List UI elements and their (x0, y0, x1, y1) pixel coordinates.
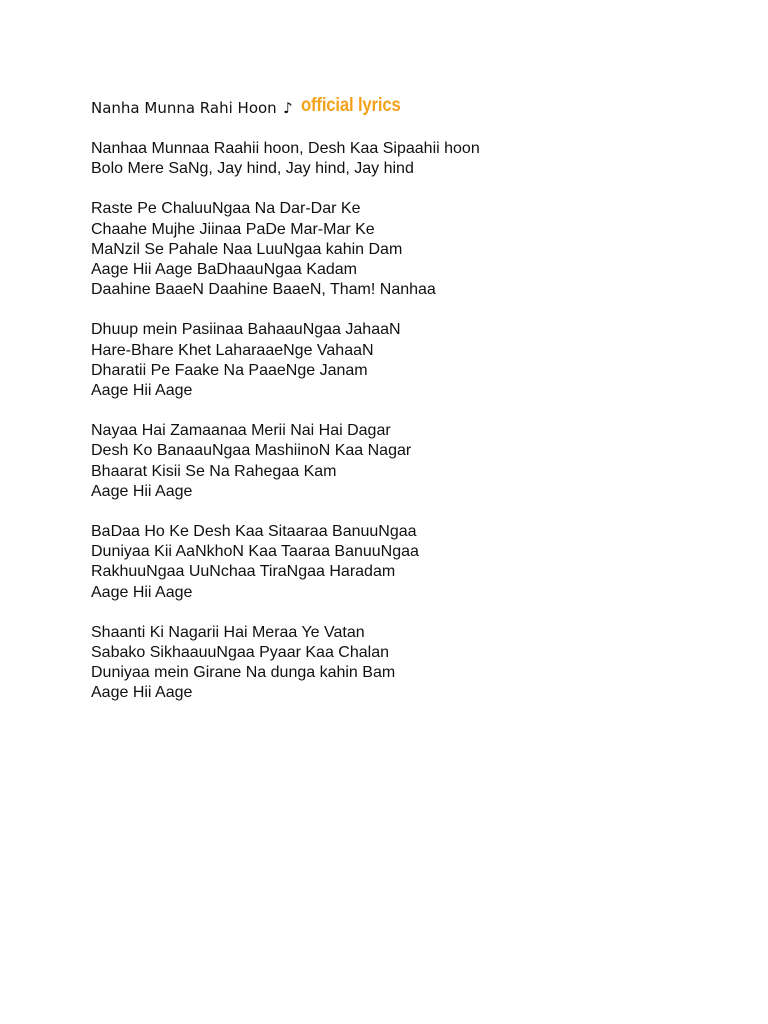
lyric-line: Bhaarat Kisii Se Na Rahegaa Kam (91, 462, 337, 480)
lyric-line: Aage Hii Aage (91, 382, 193, 400)
stanza (91, 199, 731, 300)
lyric-line: Chaahe Mujhe Jiinaa PaDe Mar-Mar Ke (91, 220, 375, 238)
lyric-line: MaNzil Se Pahale Naa LuuNgaa kahin Dam (91, 240, 403, 258)
lyrics-body (91, 139, 731, 704)
lyric-line: Sabako SikhaauuNgaa Pyaar Kaa Chalan (91, 644, 389, 662)
lyric-line: Bolo Mere SaNg, Jay hind, Jay hind, Jay hind (91, 160, 414, 178)
stanza (91, 623, 731, 704)
lyric-line: Hare-Bhare Khet LaharaaeNge VahaaN (91, 341, 374, 359)
lyric-line: Raste Pe ChaluuNgaa Na Dar-Dar Ke (91, 200, 361, 218)
lyric-line: Aage Hii Aage (91, 482, 193, 500)
lyric-line: Duniyaa Kii AaNkhoN Kaa Taaraa BanuuNgaa (91, 543, 419, 561)
lyric-line: Dhuup mein Pasiinaa BahaauNgaa JahaaN (91, 321, 401, 339)
lyric-line: Dharatii Pe Faake Na PaaeNge Janam (91, 361, 368, 379)
song-title: Nanha Munna Rahi Hoon (91, 99, 277, 117)
lyric-line: Nayaa Hai Zamaanaa Merii Nai Hai Dagar (91, 422, 391, 440)
lyric-line: Desh Ko BanaauNgaa MashiinoN Kaa Nagar (91, 442, 412, 460)
lyric-line: Aage Hii Aage (91, 684, 193, 702)
stanza (91, 421, 731, 502)
lyric-line: Nanhaa Munnaa Raahii hoon, Desh Kaa Sipaahii hoon (91, 140, 480, 157)
lyrics-document (91, 93, 731, 724)
lyric-line: Duniyaa mein Girane Na dunga kahin Bam (91, 664, 396, 682)
lyric-line: BaDaa Ho Ke Desh Kaa Sitaaraa BanuuNgaa (91, 523, 417, 541)
stanza (91, 139, 731, 179)
official-lyrics-label: official lyrics (301, 95, 401, 116)
lyric-line: Aage Hii Aage BaDhaauNgaa Kadam (91, 261, 357, 279)
lyric-line: Daahine BaaeN Daahine BaaeN, Tham! Nanhaa (91, 281, 436, 299)
stanza (91, 522, 731, 603)
stanza (91, 320, 731, 401)
music-note-icon: ♪ (283, 99, 293, 117)
lyric-line: Shaanti Ki Nagarii Hai Meraa Ye Vatan (91, 623, 365, 641)
lyric-line: RakhuuNgaa UuNchaa TiraNgaa Haradam (91, 563, 396, 581)
lyric-line: Aage Hii Aage (91, 583, 193, 601)
title-row (91, 93, 731, 123)
